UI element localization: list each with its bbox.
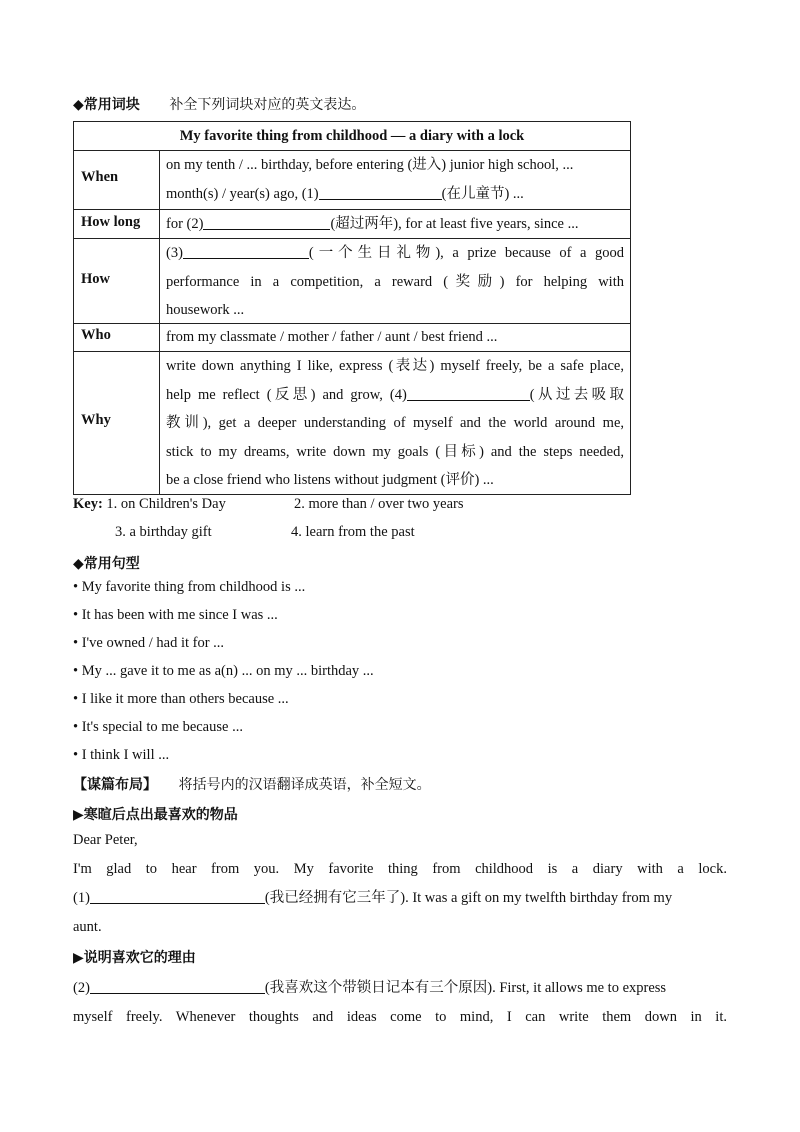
answer-key-row-1: [73, 496, 226, 513]
vocab-table: [73, 121, 631, 495]
table-row-how: [74, 238, 630, 323]
sentence-item: • I like it more than others because ...: [73, 691, 289, 707]
vocab-section-header: [73, 94, 365, 114]
sentence-heading: ◆常用句型: [73, 556, 140, 572]
layout-heading: 【谋篇布局】: [73, 777, 157, 793]
p1-line3: aunt.: [73, 919, 102, 935]
key-item-2: 2. more than / over two years: [294, 496, 464, 512]
key-label: Key:: [73, 496, 103, 512]
blank-p1: [90, 889, 265, 904]
why-line5: be a close friend who listens without judgment (评价) ...: [166, 472, 494, 488]
table-row-why: [74, 351, 630, 496]
how-line3: housework ...: [166, 302, 245, 318]
part2-heading: ▶说明喜欢它的理由: [73, 950, 196, 966]
blank-1: [319, 185, 442, 200]
row-label-who: Who: [81, 327, 111, 343]
how-line1: (3) (一个生日礼物), a prize because of a good: [166, 245, 624, 261]
paragraph-2: [73, 974, 727, 1032]
blank-4: [407, 386, 530, 401]
why-line2: help me reflect (反思) and grow, (4) (从过去吸取: [166, 386, 624, 403]
key-item-4: 4. learn from the past: [291, 524, 415, 540]
who-line1: from my classmate / mother / father / aunt / best friend ...: [166, 329, 498, 345]
sentence-item: • I think I will ...: [73, 747, 170, 763]
blank-3: [183, 244, 309, 259]
p2-line1: (2) (我喜欢这个带锁日记本有三个原因). First, it allows me to express: [73, 980, 667, 996]
key-item-3: 3. a birthday gift: [115, 524, 212, 540]
vocab-instruction: 补全下列词块对应的英文表达。: [169, 97, 366, 113]
row-content-how: [166, 239, 624, 325]
row-content-when: [166, 151, 624, 208]
p1-line2: (1) (我已经拥有它三年了). It was a gift on my twelfth birthday from my: [73, 890, 673, 906]
table-row-who: [74, 323, 630, 351]
sentence-item: • It has been with me since I was ...: [73, 607, 278, 623]
vocab-heading: ◆常用词块: [73, 97, 140, 113]
sentence-item: • My favorite thing from childhood is ...: [73, 579, 306, 595]
row-label-how: How: [81, 271, 110, 287]
why-line1: write down anything I like, express (表达) myself freely, be a safe place,: [166, 358, 624, 374]
table-row-when: [74, 150, 630, 209]
sentence-item: • It's special to me because ...: [73, 719, 243, 735]
why-line3: 教训), get a deeper understanding of myself and the world around me,: [166, 415, 624, 431]
row-content-who: [166, 323, 624, 352]
row-label-how-long: How long: [81, 214, 141, 230]
letter-greeting: Dear Peter,: [73, 832, 138, 848]
row-label-when: When: [81, 169, 119, 185]
p1-line1: I'm glad to hear from you. My favorite thing from childhood is a diary with a lock.: [73, 861, 727, 877]
when-line1: on my tenth / ... birthday, before entering (进入) junior high school, ...: [166, 157, 574, 173]
sentence-item: • My ... gave it to me as a(n) ... on my ... birthday ...: [73, 663, 374, 679]
how-long-line1: for (2) (超过两年), for at least five years, since ...: [166, 216, 579, 232]
blank-2: [203, 215, 330, 230]
part1-heading: ▶寒暄后点出最喜欢的物品: [73, 807, 238, 823]
table-title: My favorite thing from childhood — a diary with a lock: [179, 128, 525, 144]
layout-section-header: [73, 774, 431, 794]
blank-p2: [90, 979, 265, 994]
p2-line2: myself freely. Whenever thoughts and ideas come to mind, I can write them down in it.: [73, 1009, 727, 1025]
layout-instruction: 将括号内的汉语翻译成英语，补全短文。: [178, 777, 431, 793]
row-label-why: Why: [81, 412, 111, 428]
row-content-how-long: [166, 210, 624, 239]
sentence-item: • I've owned / had it for ...: [73, 635, 225, 651]
row-content-why: [166, 352, 624, 495]
key-item-1: 1. on Children's Day: [106, 496, 226, 512]
table-row-how-long: [74, 209, 630, 238]
paragraph-1: [73, 855, 727, 942]
when-line2: month(s) / year(s) ago, (1) (在儿童节) ...: [166, 185, 524, 202]
how-line2: performance in a competition, a reward (奖励) for helping with: [166, 273, 624, 290]
why-line4: stick to my dreams, write down my goals (目标) and the steps needed,: [166, 443, 624, 460]
